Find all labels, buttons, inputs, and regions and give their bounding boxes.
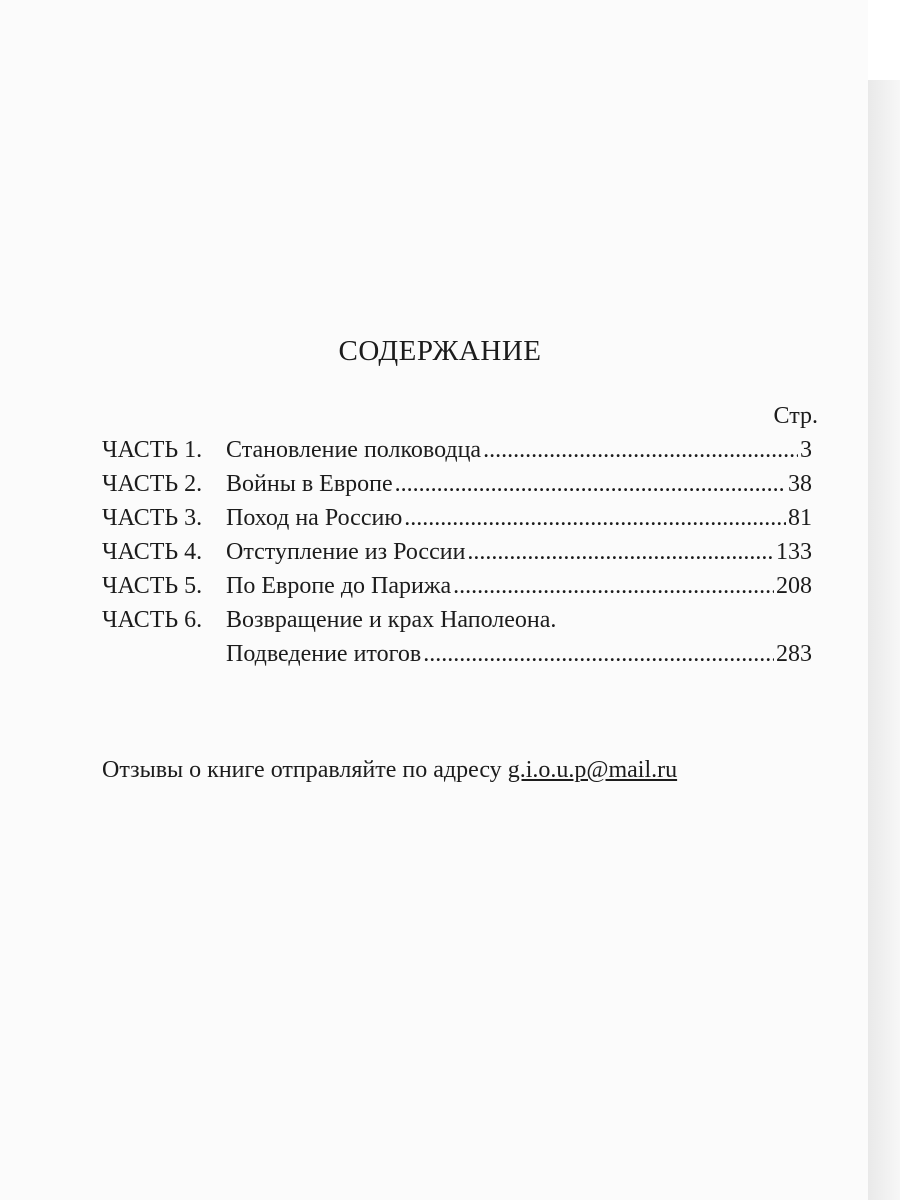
toc-title: Поход на Россию <box>226 505 403 531</box>
dot-leader <box>423 637 774 671</box>
toc-title-line2: Подведение итогов <box>226 641 422 667</box>
dot-leader <box>467 535 774 569</box>
toc-page-number: 133 <box>776 539 812 565</box>
toc-part-label: ЧАСТЬ 3. <box>102 505 203 531</box>
toc-page-number: 208 <box>776 573 812 599</box>
page-title: СОДЕРЖАНИЕ <box>338 335 542 367</box>
feedback-email-link[interactable]: g.i.o.u.p@mail.ru <box>507 757 678 783</box>
toc-entry-5 <box>102 569 812 603</box>
toc-entry-3 <box>102 501 812 535</box>
toc-entry-6 <box>102 603 812 637</box>
toc-page-number: 38 <box>788 471 812 497</box>
toc-part-label: ЧАСТЬ 2. <box>102 471 203 497</box>
toc-title: По Европе до Парижа <box>226 573 452 599</box>
page-edge <box>868 80 900 1200</box>
feedback-text: Отзывы о книге отправляйте по адресу <box>102 757 508 783</box>
toc-part-label: ЧАСТЬ 1. <box>102 437 203 463</box>
toc-title: Отступление из России <box>226 539 466 565</box>
toc-entry-4 <box>102 535 812 569</box>
toc-part-label: ЧАСТЬ 5. <box>102 573 203 599</box>
page-column-label: Стр. <box>773 403 818 429</box>
toc-title: Становление полководца <box>226 437 482 463</box>
table-of-contents <box>102 433 812 671</box>
toc-entry-2 <box>102 467 812 501</box>
dot-leader <box>483 433 798 467</box>
dot-leader <box>453 569 774 603</box>
toc-entry-1 <box>102 433 812 467</box>
toc-part-label: ЧАСТЬ 6. <box>102 607 203 633</box>
toc-title: Возвращение и крах Наполеона. <box>226 607 557 633</box>
toc-page-number: 3 <box>800 437 812 463</box>
toc-part-label: ЧАСТЬ 4. <box>102 539 203 565</box>
toc-entry-6-continued <box>102 637 812 671</box>
dot-leader <box>395 467 786 501</box>
toc-page-number: 81 <box>788 505 812 531</box>
dot-leader <box>404 501 786 535</box>
toc-page-number: 283 <box>776 641 812 667</box>
feedback-note <box>102 757 677 784</box>
toc-title: Войны в Европе <box>226 471 393 497</box>
